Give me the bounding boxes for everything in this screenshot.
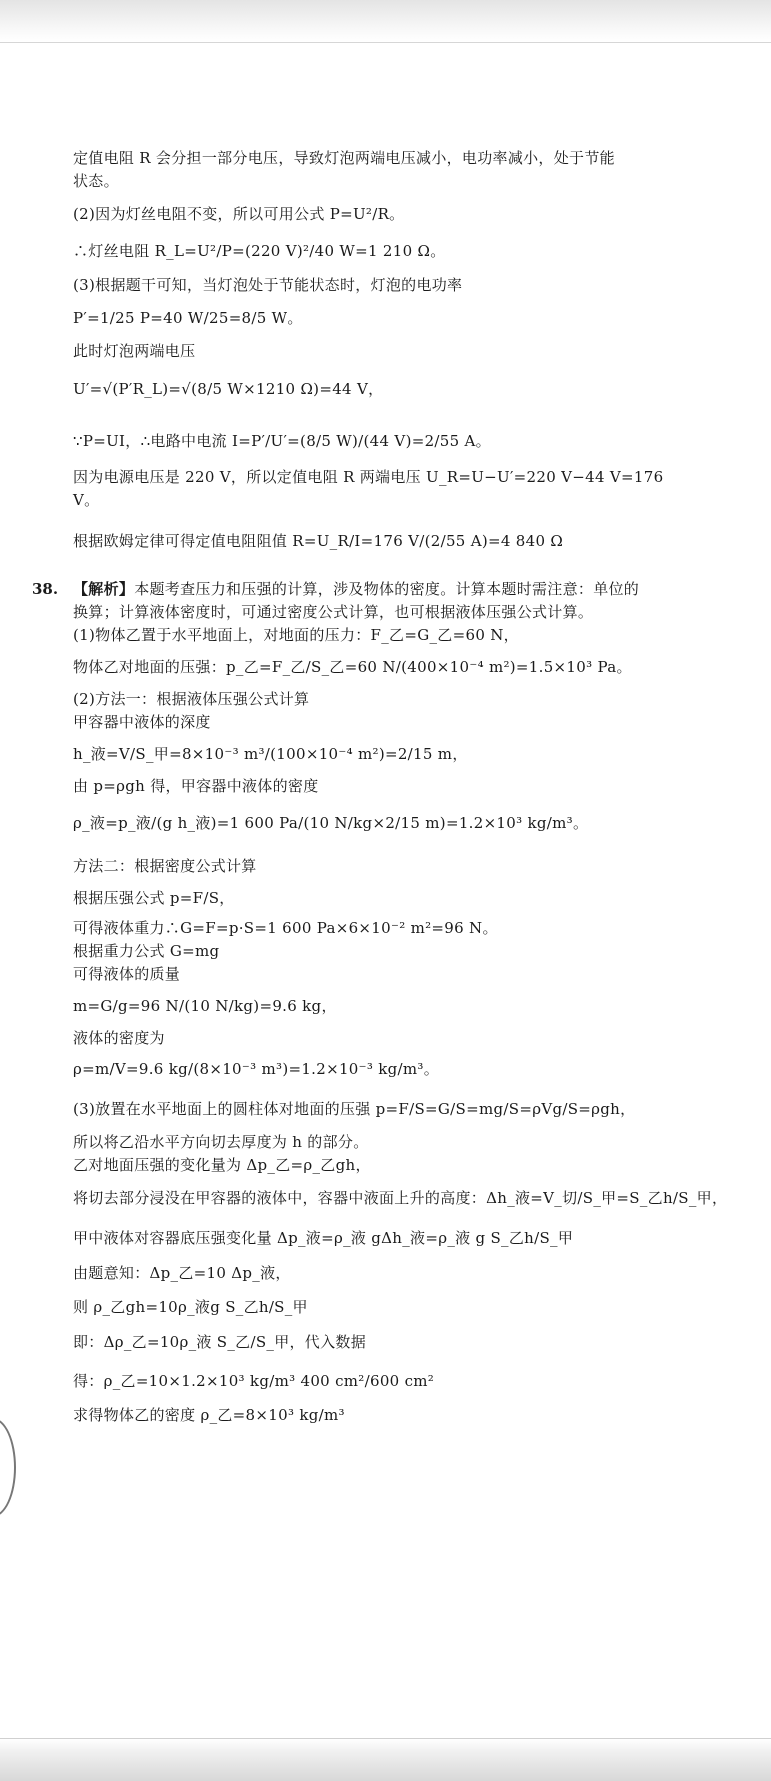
- text-line: 由 p=ρgh 得，甲容器中液体的密度: [73, 777, 319, 795]
- text-line: (1)物体乙置于水平地面上，对地面的压力：F_乙=G_乙=60 N，: [73, 626, 519, 644]
- formula-line: 即：Δρ_乙=10ρ_液 S_乙/S_甲，代入数据: [73, 1333, 366, 1351]
- text-line: 换算；计算液体密度时，可通过密度公式计算，也可根据液体压强公式计算。: [73, 603, 594, 621]
- formula-line: ∵P=UI，∴电路中电流 I=P′/U′=(8/5 W)/(44 V)=2/55 A。: [73, 432, 491, 450]
- question-number: 38.: [32, 580, 59, 598]
- text-line: 根据重力公式 G=mg: [73, 942, 220, 960]
- page-bottom-edge: [0, 1738, 771, 1781]
- formula-line: U′=√(P′R_L)=√(8/5 W×1210 Ω)=44 V，: [73, 380, 384, 398]
- text-line: (2)方法一：根据液体压强公式计算: [73, 690, 310, 708]
- text-line: 状态。: [73, 172, 119, 190]
- analysis-tag: 【解析】: [73, 580, 135, 598]
- text-line: (2)因为灯丝电阻不变，所以可用公式 P=U²/R。: [73, 205, 405, 223]
- formula-line: ρ_液=p_液/(g h_液)=1 600 Pa/(10 N/kg×2/15 m)=1.2×10³ kg/m³。: [73, 814, 589, 832]
- text-line: 液体的密度为: [73, 1029, 165, 1047]
- formula-line: m=G/g=96 N/(10 N/kg)=9.6 kg，: [73, 997, 337, 1015]
- formula-line: 根据压强公式 p=F/S，: [73, 889, 235, 907]
- text-line: V。: [73, 491, 100, 509]
- formula-line: 则 ρ_乙gh=10ρ_液g S_乙h/S_甲: [73, 1298, 308, 1316]
- text-line: 求得物体乙的密度 ρ_乙=8×10³ kg/m³: [73, 1406, 345, 1424]
- text-line: 方法二：根据密度公式计算: [73, 857, 257, 875]
- formula-line: ρ=m/V=9.6 kg/(8×10⁻³ m³)=1.2×10⁻³ kg/m³。: [73, 1060, 440, 1078]
- text-line: 可得液体的质量: [73, 965, 181, 983]
- formula-line: 甲中液体对容器底压强变化量 Δp_液=ρ_液 gΔh_液=ρ_液 g S_乙h/S_甲: [73, 1229, 574, 1247]
- text-line: 由题意知：Δp_乙=10 Δp_液，: [73, 1264, 291, 1282]
- formula-line: 将切去部分浸没在甲容器的液体中，容器中液面上升的高度：Δh_液=V_切/S_甲=S_乙h/S_甲，: [73, 1189, 728, 1207]
- formula-line: ∴灯丝电阻 R_L=U²/P=(220 V)²/40 W=1 210 Ω。: [73, 242, 446, 260]
- formula-line: 得：ρ_乙=10×1.2×10³ kg/m³ 400 cm²/600 cm²: [73, 1372, 435, 1390]
- formula-line: 物体乙对地面的压强：p_乙=F_乙/S_乙=60 N/(400×10⁻⁴ m²)=1.5×10³ Pa。: [73, 658, 632, 676]
- text-line: 甲容器中液体的深度: [73, 713, 211, 731]
- text-line: 可得液体重力∴G=F=p·S=1 600 Pa×6×10⁻² m²=96 N。: [73, 919, 498, 937]
- formula-line: h_液=V/S_甲=8×10⁻³ m³/(100×10⁻⁴ m²)=2/15 m，: [73, 745, 468, 763]
- text-line: (3)根据题干可知，当灯泡处于节能状态时，灯泡的电功率: [73, 276, 463, 294]
- formula-line: P′=1/25 P=40 W/25=8/5 W。: [73, 309, 303, 327]
- formula-line: 根据欧姆定律可得定值电阻阻值 R=U_R/I=176 V/(2/55 A)=4 840 Ω: [73, 532, 564, 550]
- question-first-line: [73, 578, 639, 600]
- formula-line: (3)放置在水平地面上的圆柱体对地面的压强 p=F/S=G/S=mg/S=ρVg/S=ρgh，: [73, 1100, 636, 1118]
- text-line: 乙对地面压强的变化量为 Δp_乙=ρ_乙gh，: [73, 1156, 371, 1174]
- text-line: 定值电阻 R 会分担一部分电压，导致灯泡两端电压减小，电功率减小，处于节能: [73, 149, 615, 167]
- text-line: 因为电源电压是 220 V，所以定值电阻 R 两端电压 U_R=U−U′=220 V−44 V=176: [73, 468, 664, 486]
- text-line: 所以将乙沿水平方向切去厚度为 h 的部分。: [73, 1133, 369, 1151]
- text-line: 本题考查压力和压强的计算，涉及物体的密度。计算本题时需注意：单位的: [134, 580, 640, 598]
- text-line: 此时灯泡两端电压: [73, 342, 196, 360]
